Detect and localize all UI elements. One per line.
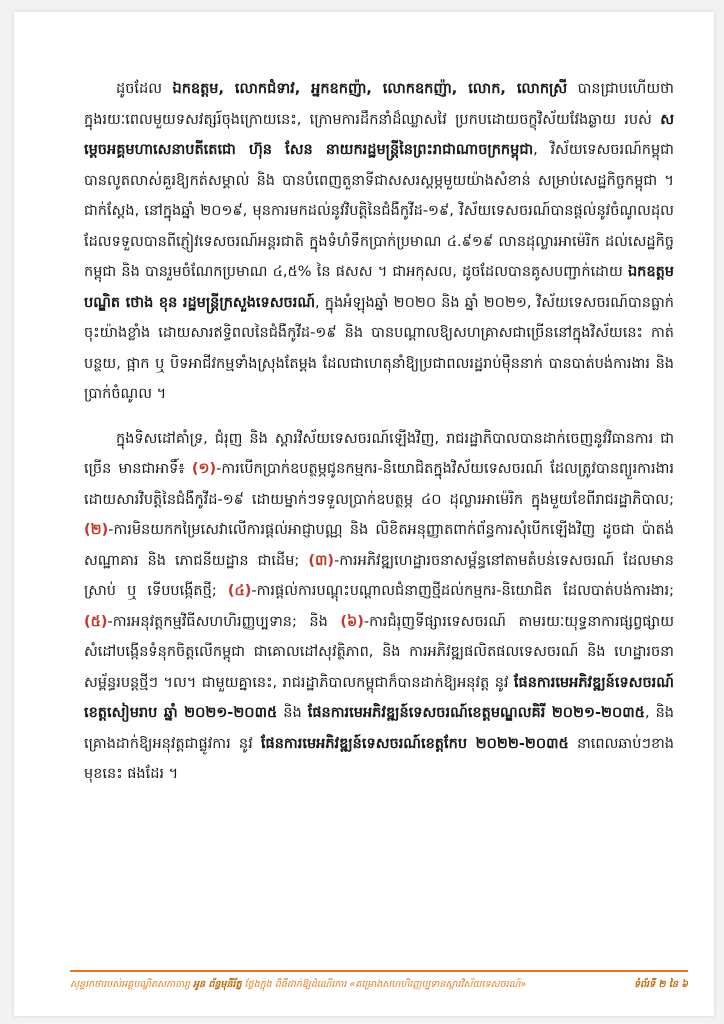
document-page	[14, 12, 714, 1016]
measure-marker-4: (៤)	[227, 583, 252, 599]
document-body	[84, 74, 674, 804]
minister-title: ឯកឧត្តមបណ្ឌិត ថោង ខុន រដ្ឋមន្ត្រីក្រសួងទេសចរណ៍	[84, 264, 674, 311]
footer-caption: សុន្ទរកថារបស់អគ្គបណ្ឌិតសភាចារ្យ អូន ព័ន្ធមុនីរ័ត្ន ថ្លែងក្នុង ពិធីដាក់ឱ្យដំណើរការ «គម្រោងសហហិរញ្ញប្បទានស្តារវិស័យទេសចរណ៍»	[70, 979, 527, 990]
prime-minister-title: សម្តេចអគ្គមហាសេនាបតីតេជោ ហ៊ុន សែន នាយករដ្ឋមន្ត្រីនៃព្រះរាជាណាចក្រកម្ពុជា	[84, 111, 674, 158]
measure-marker-5: (៥)	[84, 613, 108, 630]
siem-reap-master-plan: ផែនការមេអភិវឌ្ឍន៍ទេសចរណ៍ខេត្តសៀមរាប ឆ្នាំ ២០២១-២០៣៥	[84, 674, 674, 721]
mondulkiri-master-plan: ផែនការមេអភិវឌ្ឍន៍ទេសចរណ៍ខេត្តមណ្ឌលគិរី ២០២១-២០៣៥	[307, 705, 645, 721]
page-footer	[70, 970, 688, 992]
page-number: ទំព័រទី ២ នៃ ៦	[634, 979, 688, 990]
paragraph-2: ក្នុងទិសដៅគាំទ្រ, ជំរុញ និង ស្តារវិស័យទេសចរណ៍ឡើងវិញ, រាជរដ្ឋាភិបាលបានដាក់ចេញនូវវិធានការ ជាច្រើន មានជាអាទិ៍៖ (១)-ការបើកប្រាក់ឧបត្ថម្ភជូនកម្មករ-និយោជិតក្នុងវិស័យទេសចរណ៍ ដែលត្រូវបានព្យួរការងារដោយសារវិបត្តិនៃជំងឺកូវីដ-១៩ ដោយម្នាក់ៗទទួលប្រាក់ឧបត្ថម្ភ ៤០ ដុល្លារអាម៉េរិក ក្នុងមួយខែពីរាជរដ្ឋាភិបាល; (២)-ការមិនយកកម្រៃសេវាលើការផ្តល់អាជ្ញាបណ្ណ និង លិខិតអនុញ្ញាតពាក់ព័ន្ធការសុំបើកឡើងវិញ ដូចជា ប៉ាតង់សណ្ឋាគារ និង ភោជនីយដ្ឋាន ជាដើម; (៣)-ការអភិវឌ្ឍហេដ្ឋារចនាសម្ព័ន្ធនៅតាមតំបន់ទេសចរណ៍ ដែលមានស្រាប់ ឬ ទើបបង្កើតថ្មី; (៤)-ការផ្តល់ការបណ្តុះបណ្តាលជំនាញថ្មីដល់កម្មករ-និយោជិត ដែលបាត់បង់ការងារ; (៥)-ការអនុវត្តកម្មវិធីសហហិរញ្ញប្បទាន; និង (៦)-ការជំរុញទីផ្សារទេសចរណ៍ តាមរយៈយុទ្ធនាការផ្សព្វផ្សាយ សំដៅបង្កើនទំនុកចិត្តលើកម្ពុជា ជាគោលដៅសុវត្ថិភាព, និង ការអភិវឌ្ឍផលិតផលទេសចរណ៍ និង ហេដ្ឋារចនាសម្ព័ន្ធរបន្តថ្មីៗ ។ល។ ជាមួយគ្នានេះ, រាជរដ្ឋាភិបាលកម្ពុជាក៏បានដាក់ឱ្យអនុវត្ត នូវ ផែនការមេអភិវឌ្ឍន៍ទេសចរណ៍ខេត្តសៀមរាប ឆ្នាំ ២០២១-២០៣៥ និង ផែនការមេអភិវឌ្ឍន៍ទេសចរណ៍ខេត្តមណ្ឌលគិរី ២០២១-២០៣៥, និង គ្រោងដាក់ឱ្យអនុវត្តជាផ្លូវការ នូវ ផែនការមេអភិវឌ្ឍន៍ទេសចរណ៍ខេត្តកែប ២០២២-២០៣៥ នាពេលឆាប់ៗខាងមុខនេះ ផងដែរ ។	[84, 430, 675, 782]
paragraph-1: ដូចដែល ឯកឧត្តម, លោកជំទាវ, អ្នកឧកញ៉ា, លោកឧកញ៉ា, លោក, លោកស្រី បានជ្រាបហើយថា ក្នុងរយៈពេលមួយទសវត្សរ៍ចុងក្រោយនេះ, ក្រោមការដឹកនាំដ៏ឈ្លាសវៃ ប្រកបដោយចក្ខុវិស័យវែងឆ្ងាយ របស់ សម្តេចអគ្គមហាសេនាបតីតេជោ ហ៊ុន សែន នាយករដ្ឋមន្ត្រីនៃព្រះរាជាណាចក្រកម្ពុជា, វិស័យទេសចរណ៍កម្ពុជាបានលូតលាស់គួរឱ្យកត់សម្គាល់ និង បានបំពេញតួនាទីជាសសរស្តម្ភមួយយ៉ាងសំខាន់ សម្រាប់សេដ្ឋកិច្ចកម្ពុជា ។ ជាក់ស្តែង, នៅក្នុងឆ្នាំ ២០១៩, មុនការមកដល់នូវវិបត្តិនៃជំងឺកូវីដ-១៩, វិស័យទេសចរណ៍បានផ្តល់នូវចំណូលដុលដែលទទួលបានពីភ្ញៀវទេសចរណ៍អន្តរជាតិ ក្នុងទំហំទឹកប្រាក់ប្រមាណ ៤.៩១៩ លានដុល្លារអាម៉េរិក ដល់សេដ្ឋកិច្ចកម្ពុជា និង បានរួមចំណែកប្រមាណ ៤,៥% នៃ ផសស ។ ជាអកុសល, ដូចដែលបានគូសបញ្ជាក់ដោយ ឯកឧត្តមបណ្ឌិត ថោង ខុន រដ្ឋមន្ត្រីក្រសួងទេសចរណ៍, ក្នុងអំឡុងឆ្នាំ ២០២០ និង ឆ្នាំ ២០២១, វិស័យទេសចរណ៍បានធ្លាក់ចុះយ៉ាងខ្លាំង ដោយសារឥទ្ធិពលនៃជំងឺកូវីដ-១៩ និង បានបណ្តាលឱ្យសហគ្រាសជាច្រើននៅក្នុងវិស័យនេះ កាត់បន្ថយ, ផ្អាក ឬ បិទអាជីវកម្មទាំងស្រុងតែម្តង ដែលជាហេតុនាំឱ្យប្រជាពលរដ្ឋរាប់ម៉ឺននាក់ បានបាត់បង់ការងារ និង ប្រាក់ចំណូល ។	[84, 81, 674, 402]
measure-marker-1: (១)	[191, 461, 217, 477]
kep-master-plan: ផែនការមេអភិវឌ្ឍន៍ទេសចរណ៍ខេត្តកែប ២០២២-២០៣៥	[260, 735, 569, 752]
measure-marker-3: (៣)	[308, 552, 334, 569]
measure-marker-6: (៦)	[340, 613, 364, 630]
dignitaries-list: ឯកឧត្តម, លោកជំទាវ, អ្នកឧកញ៉ា, លោកឧកញ៉ា, លោក, លោកស្រី	[172, 81, 568, 97]
measure-marker-2: (២)	[84, 522, 109, 538]
footer-speaker-name: អូន ព័ន្ធមុនីរ័ត្ន	[192, 979, 242, 990]
